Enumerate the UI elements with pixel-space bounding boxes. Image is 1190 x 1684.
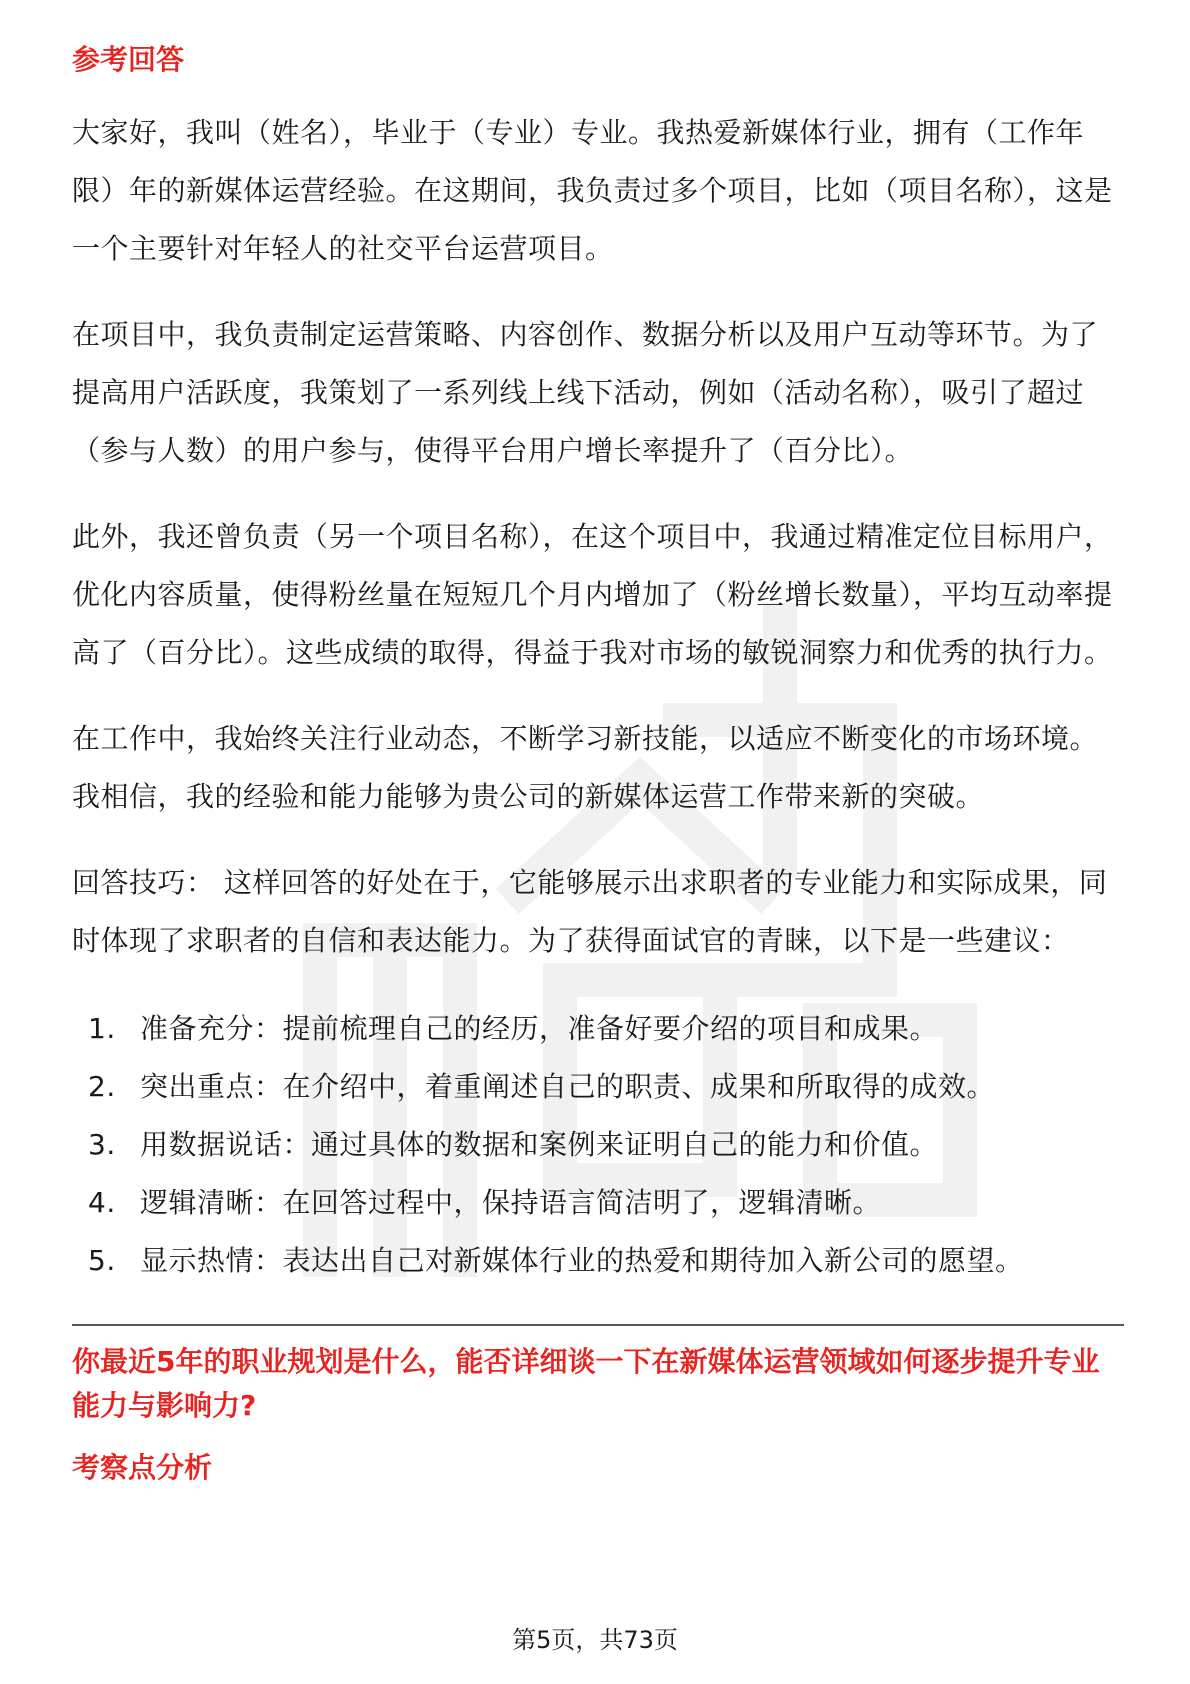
document-page (72, 40, 1124, 1488)
list-item-number: 5. (88, 1244, 116, 1277)
section-divider (72, 1324, 1124, 1326)
paragraph-project: 在项目中，我负责制定运营策略、内容创作、数据分析以及用户互动等环节。为了提高用户活跃度，我策划了一系列线上线下活动，例如（活动名称），吸引了超过（参与人数）的用户参与，使得平台用户增长率提升了（百分比）。 (72, 318, 1099, 467)
list-item (72, 1174, 1124, 1232)
list-item (72, 1116, 1124, 1174)
paragraph-achievements: 此外，我还曾负责（另一个项目名称），在这个项目中，我通过精准定位目标用户，优化内容质量，使得粉丝量在短短几个月内增加了（粉丝增长数量），平均互动率提高了（百分比）。这些成绩的取得，得益于我对市场的敏锐洞察力和优秀的执行力。 (72, 520, 1113, 669)
list-item-text: 逻辑清晰：在回答过程中，保持语言简洁明了，逻辑清晰。 (140, 1186, 882, 1219)
list-item-number: 2. (88, 1070, 116, 1103)
list-item-number: 4. (88, 1186, 116, 1219)
list-item-text: 用数据说话：通过具体的数据和案例来证明自己的能力和价值。 (140, 1128, 939, 1161)
list-item-text: 准备充分：提前梳理自己的经历，准备好要介绍的项目和成果。 (140, 1012, 939, 1045)
list-item (72, 1058, 1124, 1116)
list-item-number: 1. (88, 1012, 116, 1045)
list-item-number: 3. (88, 1128, 116, 1161)
paragraph-intro: 大家好，我叫（姓名），毕业于（专业）专业。我热爱新媒体行业，拥有（工作年限）年的新媒体运营经验。在这期间，我负责过多个项目，比如（项目名称），这是一个主要针对年轻人的社交平台运营项目。 (72, 116, 1113, 265)
analysis-section-label: 考察点分析 (72, 1451, 213, 1484)
paragraph-learning: 在工作中，我始终关注行业动态，不断学习新技能，以适应不断变化的市场环境。我相信，我的经验和能力能够为贵公司的新媒体运营工作带来新的突破。 (72, 722, 1099, 813)
list-item (72, 1232, 1124, 1290)
list-item-text: 突出重点：在介绍中，着重阐述自己的职责、成果和所取得的成效。 (140, 1070, 996, 1103)
list-item-text: 显示热情：表达出自己对新媒体行业的热爱和期待加入新公司的愿望。 (140, 1244, 1024, 1277)
next-question-heading: 你最近5年的职业规划是什么，能否详细谈一下在新媒体运营领域如何逐步提升专业能力与影响力? (72, 1345, 1100, 1422)
section-heading: 参考回答 (72, 43, 185, 76)
page-number-footer: 第5页，共73页 (512, 1626, 678, 1654)
tips-list (72, 1000, 1124, 1290)
paragraph-tips-intro: 回答技巧： 这样回答的好处在于，它能够展示出求职者的专业能力和实际成果，同时体现了求职者的自信和表达能力。为了获得面试官的青睐，以下是一些建议： (72, 866, 1108, 957)
list-item (72, 1000, 1124, 1058)
